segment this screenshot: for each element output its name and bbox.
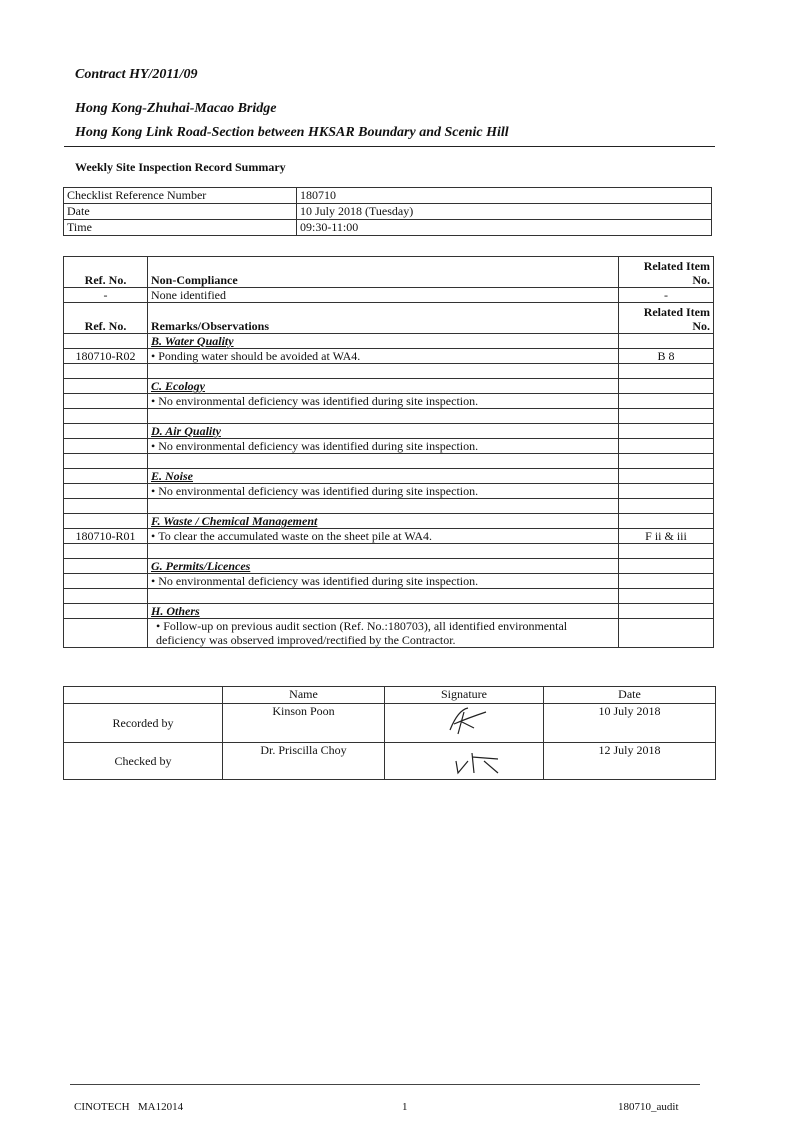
signoff-signature-header: Signature [385, 687, 544, 704]
signoff-name-header: Name [223, 687, 385, 704]
footer-file-ref: 180710_audit [618, 1101, 679, 1113]
info-value: 10 July 2018 (Tuesday) [297, 204, 712, 220]
signoff-date: 10 July 2018 [544, 704, 716, 743]
signoff-role: Recorded by [64, 704, 223, 743]
col-ref-header: Ref. No. [64, 303, 148, 334]
blank-row [64, 544, 714, 559]
remark-ref: 180710-R01 [64, 529, 148, 544]
signature-mark-icon [388, 704, 540, 738]
remark-related [619, 619, 714, 648]
remark-row [64, 484, 714, 499]
section-title: E. Noise [148, 469, 619, 484]
remark-ref [64, 484, 148, 499]
signoff-table [63, 686, 716, 780]
remark-related: B 8 [619, 349, 714, 364]
noncompliance-related: - [619, 288, 714, 303]
col-remarks-header: Remarks/Observations [148, 303, 619, 334]
section-title-row [64, 334, 714, 349]
remark-ref: 180710-R02 [64, 349, 148, 364]
remark-ref [64, 574, 148, 589]
section-title-row [64, 424, 714, 439]
remark-related [619, 394, 714, 409]
remark-related [619, 439, 714, 454]
remark-text: • Follow-up on previous audit section (Ref. No.:180703), all identified environmental deficiency was observed improved/rectified by the Contractor. [148, 619, 619, 648]
remark-ref [64, 394, 148, 409]
remark-row [64, 619, 714, 648]
remark-row [64, 529, 714, 544]
section-title: H. Others [148, 604, 619, 619]
remark-related [619, 574, 714, 589]
col-ref-header: Ref. No. [64, 257, 148, 288]
info-label: Time [64, 220, 297, 236]
blank-row [64, 589, 714, 604]
signature-priscilla-choy [385, 743, 544, 780]
remark-text: • No environmental deficiency was identified during site inspection. [148, 574, 619, 589]
blank-row [64, 409, 714, 424]
footer-rule [70, 1084, 700, 1085]
project-section-title: Hong Kong Link Road-Section between HKSAR Boundary and Scenic Hill [75, 125, 509, 140]
remark-related: F ii & iii [619, 529, 714, 544]
signoff-role: Checked by [64, 743, 223, 780]
info-value: 09:30-11:00 [297, 220, 712, 236]
signoff-name: Kinson Poon [223, 704, 385, 743]
project-title: Hong Kong-Zhuhai-Macao Bridge [75, 101, 277, 116]
blank-row [64, 364, 714, 379]
footer-page-number: 1 [402, 1101, 408, 1113]
blank-row [64, 454, 714, 469]
remark-row [64, 394, 714, 409]
col-related-header-line2: No. [692, 319, 710, 333]
col-related-header-line2: No. [692, 273, 710, 287]
info-label: Checklist Reference Number [64, 188, 297, 204]
col-related-header [619, 303, 714, 334]
remark-text: • Ponding water should be avoided at WA4. [148, 349, 619, 364]
remark-row [64, 349, 714, 364]
contract-number: Contract HY/2011/09 [75, 67, 198, 82]
header-rule [64, 146, 715, 147]
remark-text: • No environmental deficiency was identified during site inspection. [148, 439, 619, 454]
remark-related [619, 484, 714, 499]
remark-row [64, 439, 714, 454]
inspection-table [63, 256, 714, 648]
section-title-row [64, 559, 714, 574]
document-subtitle: Weekly Site Inspection Record Summary [75, 160, 286, 174]
info-value: 180710 [297, 188, 712, 204]
blank-row [64, 499, 714, 514]
noncompliance-ref: - [64, 288, 148, 303]
footer-company: CINOTECH MA12014 [74, 1101, 184, 1113]
signoff-row-recorded [64, 704, 716, 743]
noncompliance-row [64, 288, 714, 303]
signoff-header-row [64, 687, 716, 704]
info-row-reference [64, 188, 712, 204]
col-related-header [619, 257, 714, 288]
section-title: B. Water Quality [148, 334, 619, 349]
section-title: C. Ecology [148, 379, 619, 394]
info-row-date [64, 204, 712, 220]
remark-ref [64, 439, 148, 454]
signoff-role-header [64, 687, 223, 704]
col-noncompliance-header: Non-Compliance [148, 257, 619, 288]
section-title: F. Waste / Chemical Management [148, 514, 619, 529]
signoff-date-header: Date [544, 687, 716, 704]
info-label: Date [64, 204, 297, 220]
signoff-row-checked [64, 743, 716, 780]
signoff-name: Dr. Priscilla Choy [223, 743, 385, 780]
section-title-row [64, 379, 714, 394]
remark-text: • No environmental deficiency was identified during site inspection. [148, 394, 619, 409]
section-title: D. Air Quality [148, 424, 619, 439]
remark-row [64, 574, 714, 589]
section-title-row [64, 604, 714, 619]
section-title-row [64, 514, 714, 529]
remark-ref [64, 619, 148, 648]
remark-text: • No environmental deficiency was identified during site inspection. [148, 484, 619, 499]
noncompliance-header-row [64, 257, 714, 288]
info-row-time [64, 220, 712, 236]
col-related-header-line1: Related Item [643, 305, 710, 319]
signoff-date: 12 July 2018 [544, 743, 716, 780]
remarks-header-row [64, 303, 714, 334]
noncompliance-desc: None identified [148, 288, 619, 303]
col-related-header-line1: Related Item [643, 259, 710, 273]
section-title-row [64, 469, 714, 484]
section-title: G. Permits/Licences [148, 559, 619, 574]
info-table [63, 187, 712, 236]
remark-text: • To clear the accumulated waste on the sheet pile at WA4. [148, 529, 619, 544]
signature-mark-icon [388, 743, 540, 775]
signature-kinson-poon [385, 704, 544, 743]
